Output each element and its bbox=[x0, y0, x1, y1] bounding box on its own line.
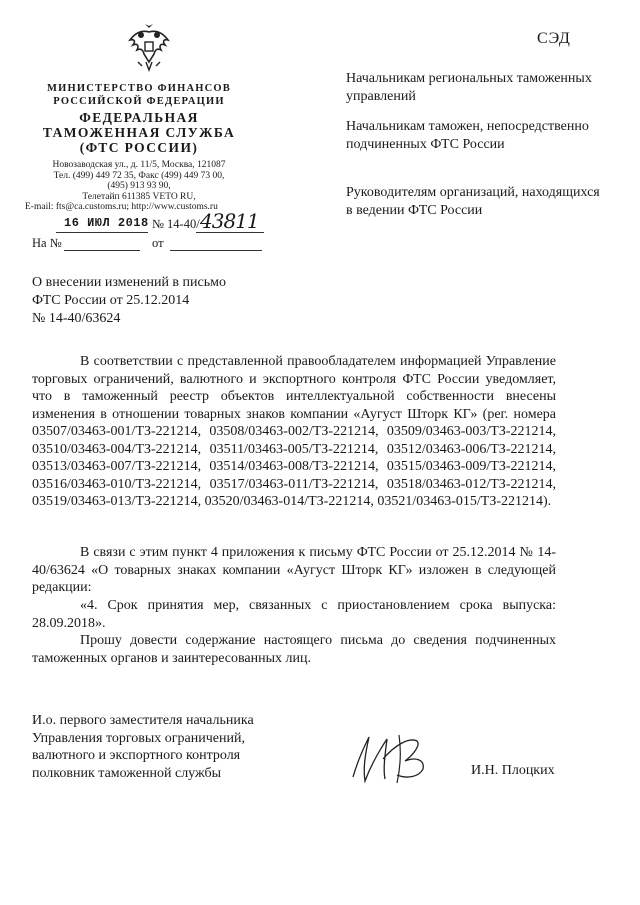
reference-date-line bbox=[170, 250, 262, 251]
addressee: Начальникам таможен, непосредственно подчиненных ФТС России bbox=[346, 119, 589, 152]
service-line: ТАМОЖЕННАЯ СЛУЖБА bbox=[42, 125, 236, 140]
letterhead-contacts bbox=[20, 160, 258, 213]
addressee: Начальникам региональных таможенных управлений bbox=[346, 71, 592, 104]
subject-line: ФТС России от 25.12.2014 bbox=[32, 293, 190, 308]
number-underline bbox=[196, 232, 264, 233]
contact-line: Телетайп 611385 VETO RU, bbox=[82, 191, 196, 202]
sed-mark: СЭД bbox=[537, 30, 571, 47]
service-line: ФЕДЕРАЛЬНАЯ bbox=[79, 110, 199, 125]
handwritten-signature bbox=[335, 715, 455, 795]
position-line: валютного и экспортного контроля bbox=[32, 748, 241, 763]
coat-of-arms-emblem bbox=[124, 22, 174, 74]
letter-subject bbox=[32, 274, 226, 328]
service-line: (ФТС РОССИИ) bbox=[79, 140, 199, 155]
body-paragraph: В связи с этим пункт 4 приложения к письму ФТС России от 25.12.2014 № 14-40/63624 «О товарных знаках компании «Аугуст Шторк КГ» изложен в следующей редакции: bbox=[32, 545, 556, 595]
ministry-name bbox=[20, 82, 258, 108]
addressee: Руководителям организаций, находящихся в ведении ФТС России bbox=[346, 185, 600, 218]
subject-line: № 14-40/63624 bbox=[32, 311, 121, 326]
body-paragraph: Прошу довести содержание настоящего письма до сведения подчиненных таможенных органов и заинтересованных лиц. bbox=[32, 633, 556, 666]
reference-line bbox=[64, 250, 140, 251]
subject-line: О внесении изменений в письмо bbox=[32, 275, 226, 290]
service-name bbox=[20, 110, 258, 155]
contact-line: E-mail: fts@ca.customs.ru; http://www.customs.ru bbox=[25, 202, 218, 212]
signer-name: И.Н. Плоцких bbox=[471, 763, 555, 778]
body-paragraph: В соответствии с представленной правообладателем информацией Управление торговых ограничений, валютного и экспортного контроля ФТС России уведомляет, что в таможенный реестр объектов интеллектуальной собственности внесены изменения в отношении товарных знаков компании «Аугуст Шторк КГ» (рег. номера 03507/03463-001/ТЗ-221214, 03508/03463-002/ТЗ-221214, 03509/03463-003/ТЗ-221214, 03510/03463-004/ТЗ-221214, 03511/03463-005/ТЗ-221214, 03512/03463-006/ТЗ-221214, 03513/03463-007/ТЗ-221214, 03514/03463-008/ТЗ-221214, 03515/03463-009/ТЗ-221214, 03516/03463-010/ТЗ-221214, 03517/03463-011/ТЗ-221214, 03518/03463-012/ТЗ-221214, 03519/03463-013/ТЗ-221214, 03520/03463-014/ТЗ-221214, 03521/03463-015/ТЗ-221214). bbox=[32, 354, 556, 509]
date-underline bbox=[56, 232, 148, 233]
reference-label: На № bbox=[32, 236, 62, 250]
contact-line: Новозаводская ул., д. 11/5, Москва, 121087 bbox=[52, 160, 226, 170]
contact-line: (495) 913 93 90, bbox=[107, 181, 171, 191]
outgoing-number-label: № 14-40/ bbox=[152, 217, 200, 231]
outgoing-number-handwritten: 43811 bbox=[200, 209, 259, 233]
contact-line: Тел. (499) 449 72 35, Факс (499) 449 73 00, bbox=[53, 170, 225, 181]
reference-date-label: от bbox=[152, 236, 164, 250]
date-stamp: 16 ИЮЛ 2018 bbox=[64, 216, 149, 230]
position-line: Управления торговых ограничений, bbox=[32, 730, 245, 746]
ministry-line: МИНИСТЕРСТВО ФИНАНСОВ bbox=[47, 83, 231, 94]
position-line: И.о. первого заместителя начальника bbox=[32, 713, 254, 728]
position-line: полковник таможенной службы bbox=[32, 765, 222, 781]
signatory-position bbox=[32, 712, 254, 782]
body-paragraph: «4. Срок принятия мер, связанных с приостановлением срока выпуска: 28.09.2018». bbox=[32, 598, 556, 631]
ministry-line: РОССИЙСКОЙ ФЕДЕРАЦИИ bbox=[53, 96, 225, 107]
